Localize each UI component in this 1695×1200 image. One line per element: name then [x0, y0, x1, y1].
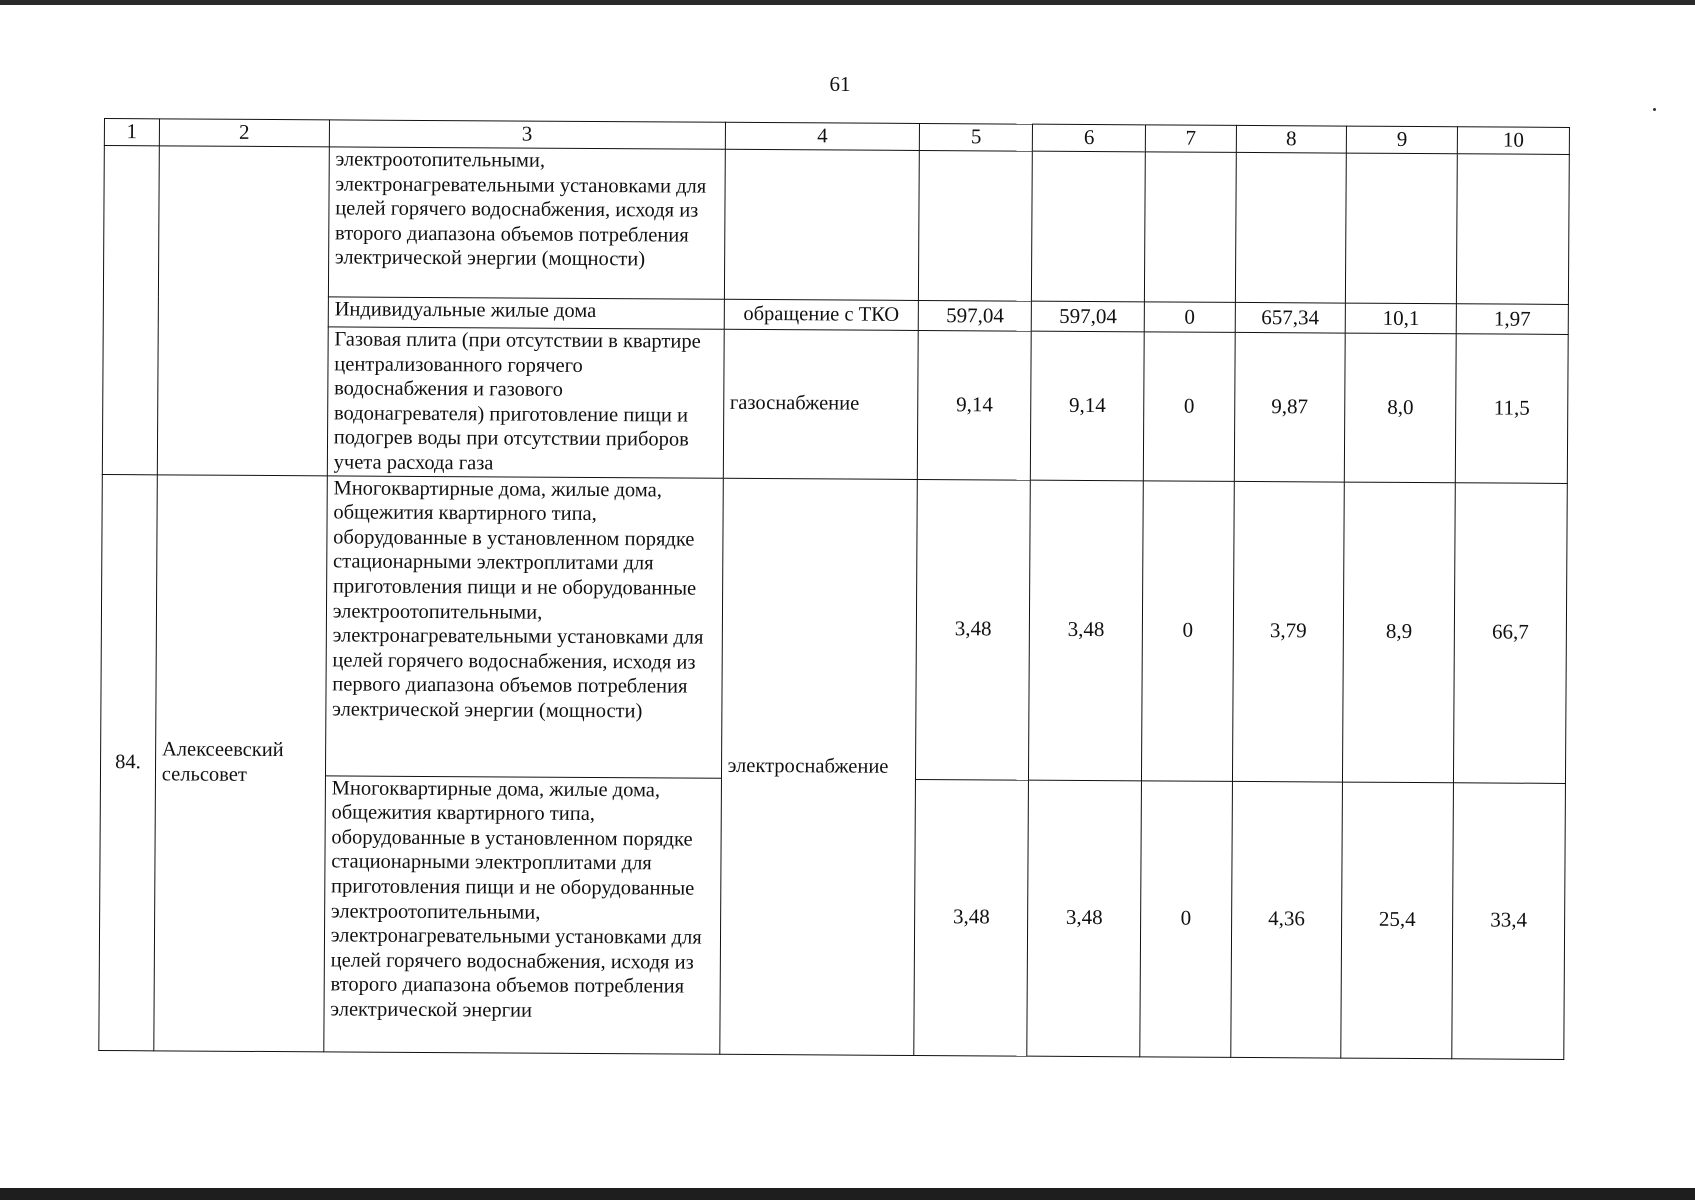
value-cell-10 — [1456, 154, 1569, 305]
value-cell-7: 0 — [1142, 480, 1234, 781]
tariff-table — [98, 118, 1570, 1060]
scan-edge-top — [0, 0, 1695, 5]
value-cell-9: 8,0 — [1345, 333, 1457, 482]
description-cell: Индивидуальные жилые дома — [328, 297, 724, 329]
value-cell-8: 4,36 — [1230, 781, 1342, 1058]
service-cell: обращение с ТКО — [724, 299, 919, 330]
scan-edge-bottom — [0, 1188, 1695, 1200]
service-cell: электроснабжение — [719, 478, 917, 1055]
value-cell-10: 66,7 — [1454, 482, 1568, 783]
value-cell-9: 8,9 — [1343, 482, 1456, 783]
header-cell: 7 — [1145, 125, 1236, 153]
service-cell: газоснабжение — [723, 329, 919, 479]
value-cell-8: 657,34 — [1235, 302, 1346, 333]
municipality-cell: Алексеевский сельсовет — [154, 474, 327, 1051]
municipality-cell — [157, 146, 329, 476]
value-cell-10: 11,5 — [1455, 334, 1568, 483]
value-cell-5 — [919, 150, 1033, 301]
value-cell-10: 33,4 — [1452, 782, 1566, 1059]
header-cell: 4 — [725, 122, 920, 150]
table-row — [100, 474, 1567, 783]
value-cell-7 — [1145, 152, 1236, 303]
description-cell: Многоквартирные дома, жилые дома, общежития квартирного типа, оборудованные в установленном порядке стационарными электроплитами для приготовления пищи и не оборудованные электроотопительными, электронагревательными установками для целей горячего водоснабжения, исходя из второго диапазона объемов потребления электрической энергии — [324, 775, 722, 1053]
service-cell — [724, 149, 920, 300]
scan-speck — [1653, 108, 1656, 111]
value-cell-8 — [1235, 152, 1347, 303]
value-cell-9: 25,4 — [1341, 782, 1453, 1059]
value-cell-6 — [1032, 151, 1146, 302]
value-cell-6: 9,14 — [1031, 331, 1145, 480]
value-cell-5: 9,14 — [918, 330, 1032, 479]
header-cell: 1 — [104, 119, 159, 146]
description-cell: Многоквартирные дома, жилые дома, общежития квартирного типа, оборудованные в установленном порядке стационарными электроплитами для приготовления пищи и не оборудованные электроотопительными, электронагревательными установками для целей горячего водоснабжения, исходя из первого диапазона объемов потребления электрической энергии (мощности) — [325, 475, 723, 777]
header-cell: 10 — [1457, 127, 1569, 155]
number-cell: 84. — [99, 474, 157, 1050]
header-cell: 5 — [920, 123, 1033, 151]
value-cell-9 — [1346, 153, 1458, 304]
value-cell-5: 3,48 — [916, 479, 1031, 780]
value-cell-9: 10,1 — [1346, 303, 1457, 334]
description-cell: Газовая плита (при отсутствии в квартире централизованного горячего водоснабжения и газового водонагревателя) приготовление пищи и подогрев воды при отсутствии приборов учета расхода газа — [327, 327, 724, 478]
value-cell-6: 597,04 — [1031, 301, 1144, 332]
header-cell: 9 — [1347, 126, 1458, 154]
value-cell-7: 0 — [1140, 780, 1232, 1057]
description-cell: электроотопительными, электронагревательными установками для целей горячего водоснабжения, исходя из второго диапазона объемов потребления электрической энергии (мощности) — [328, 147, 725, 299]
header-cell: 6 — [1033, 124, 1146, 152]
value-cell-7: 0 — [1144, 302, 1235, 333]
value-cell-5: 3,48 — [914, 779, 1029, 1056]
value-cell-10: 1,97 — [1456, 304, 1568, 335]
header-cell: 8 — [1236, 125, 1347, 153]
value-cell-6: 3,48 — [1029, 480, 1144, 781]
header-cell: 2 — [159, 119, 329, 147]
header-cell: 3 — [329, 120, 725, 149]
value-cell-7: 0 — [1143, 332, 1234, 481]
value-cell-6: 3,48 — [1027, 780, 1142, 1057]
value-cell-8: 3,79 — [1232, 481, 1345, 782]
table-row — [103, 146, 1569, 305]
number-cell — [102, 146, 159, 475]
value-cell-8: 9,87 — [1234, 332, 1346, 481]
page-number: 61 — [829, 72, 851, 96]
value-cell-5: 597,04 — [919, 300, 1032, 331]
